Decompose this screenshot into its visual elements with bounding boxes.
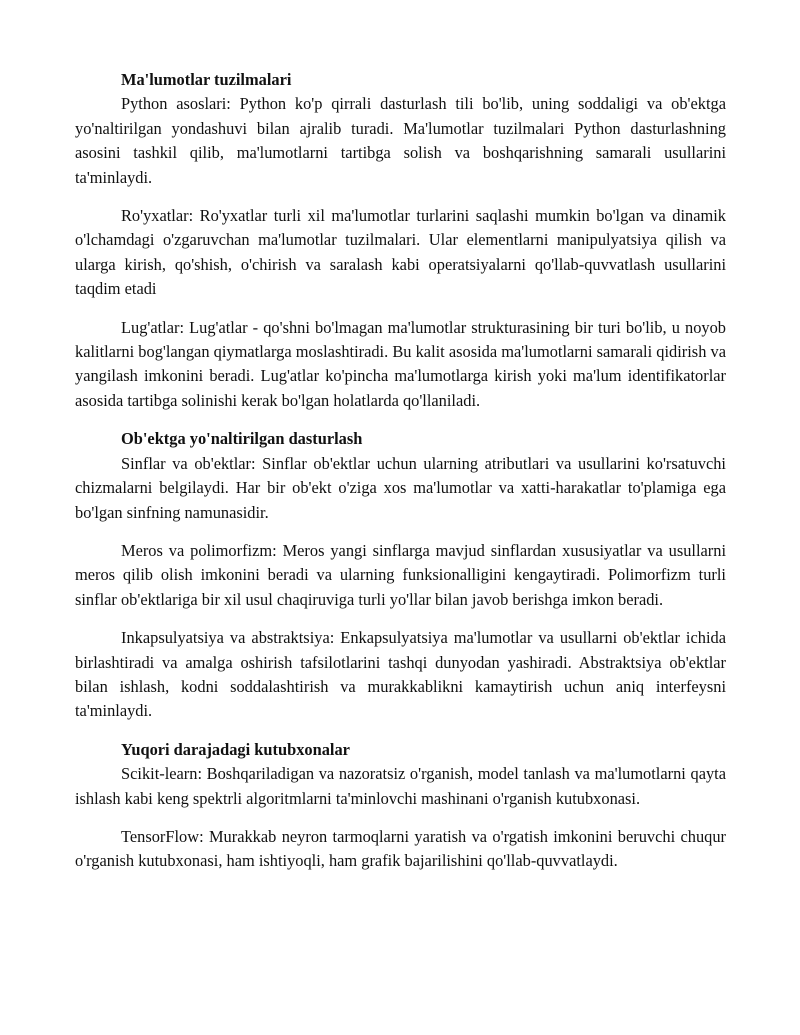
paragraph: Ro'yxatlar: Ro'yxatlar turli xil ma'lumotlar turlarini saqlashi mumkin bo'lgan va dinamik o'lchamdagi o'zgaruvchan ma'lumotlar tuzilmalari. Ular elementlarni manipulyatsiya qilish va ularga kirish, qo'shish, o'chirish va saralash kabi operatsiyalarni qo'llab-quvvatlash usullarini taqdim etadi [75,206,726,299]
section-heading: Yuqori darajadagi kutubxonalar [121,739,350,759]
section-libraries [75,738,726,874]
paragraph: Inkapsulyatsiya va abstraktsiya: Enkapsulyatsiya ma'lumotlar va usullarni ob'ektlar ichida birlashtiradi va amalga oshirish tafsilotlarini tashqi dunyodan yashiradi. Abstraktsiya ob'ektlar bilan ishlash, kodni soddalashtirish va murakkablikni kamaytirish uchun aniq interfeysni ta'minlaydi. [75,628,726,721]
paragraph: Meros va polimorfizm: Meros yangi sinflarga mavjud sinflardan xususiyatlar va usullarni meros qilib olish imkonini beradi va ularning funksionalligini kengaytiradi. Polimorfizm turli sinflar ob'ektlariga bir xil usul chaqiruviga turli yo'llar bilan javob berishga imkon beradi. [75,540,726,609]
section-heading: Ma'lumotlar tuzilmalari [121,70,292,89]
paragraph: Sinflar va ob'ektlar: Sinflar ob'ektlar uchun ularning atributlari va usullarini ko'rsatuvchi chizmalarni belgilaydi. Har bir ob'ekt o'ziga xos ma'lumotlar va xatti-harakatlar to'plamiga ega bo'lgan sinfning namunasidir. [75,453,726,522]
paragraph: Scikit-learn: Boshqariladigan va nazoratsiz o'rganish, model tanlash va ma'lumotlarni qayta ishlash kabi keng spektrli algoritmlarni ta'minlovchi mashinani o'rganish kutubxonasi. [75,764,726,808]
paragraph: Python asoslari: Python ko'p qirrali dasturlash tili bo'lib, uning soddaligi va ob'ektga yo'naltirilgan yondashuvi bilan ajralib turadi. Ma'lumotlar tuzilmalari Python dasturlashning asosini tashkil qilib, ma'lumotlarni tartibga solish va boshqarishning samarali usullarini ta'minlaydi. [75,94,726,187]
document-page [75,68,726,888]
paragraph: TensorFlow: Murakkab neyron tarmoqlarni yaratish va o'rgatish imkonini beruvchi chuqur o'rganish kutubxonasi, ham ishtiyoqli, ham grafik bajarilishini qo'llab-quvvatlaydi. [75,826,726,871]
section-heading: Ob'ektga yo'naltirilgan dasturlash [121,429,363,449]
section-data-structures [75,68,726,413]
section-oop [75,427,726,723]
paragraph: Lug'atlar: Lug'atlar - qo'shni bo'lmagan ma'lumotlar strukturasining bir turi bo'lib, u noyob kalitlarni bog'langan qiymatlarga moslashtiradi. Bu kalit asosida ma'lumotlarni samarali qidirish va yangilash imkonini beradi. Lug'atlar ko'pincha ma'lumotlarga kirish yoki ma'lum identifikatorlar asosida tartibga solinishi kerak bo'lgan holatlarda qo'llaniladi. [75,317,726,410]
